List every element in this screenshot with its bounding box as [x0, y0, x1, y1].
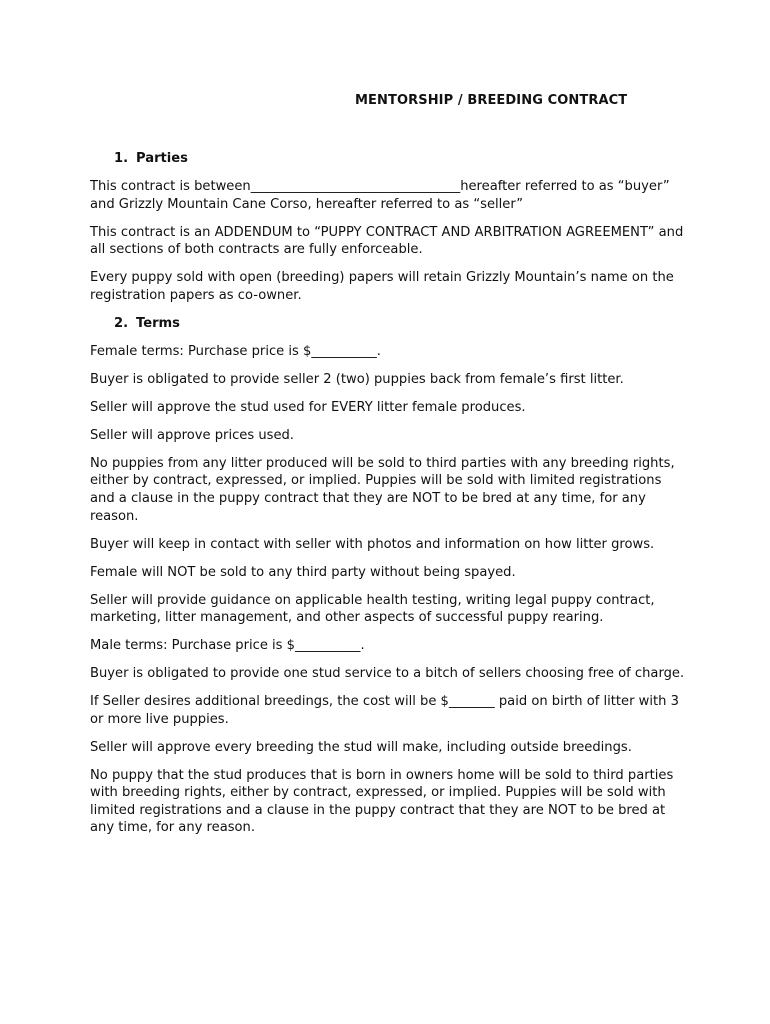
paragraph: Male terms: Purchase price is $__________. [90, 638, 365, 654]
paragraph: Buyer is obligated to provide one stud service to a bitch of sellers choosing free of charge. [90, 666, 685, 682]
paragraph: This contract is an ADDENDUM to “PUPPY CONTRACT AND ARBITRATION AGREEMENT” and all sections of both contracts are fully enforceable. [90, 224, 684, 258]
paragraph: Female terms: Purchase price is $__________. [90, 343, 381, 359]
section-number: 2. [114, 315, 129, 331]
paragraph: No puppies from any litter produced will be sold to third parties with any breeding rights, either by contract, expressed, or implied. Puppies will be sold with limited registrations and a clause in the puppy contract that they are NOT to be bred at any time, for any reason. [90, 455, 675, 524]
paragraph: Every puppy sold with open (breeding) papers will retain Grizzly Mountain’s name on the registration papers as co-owner. [90, 270, 674, 303]
paragraph: Seller will approve every breeding the stud will make, including outside breedings. [90, 739, 632, 755]
document-body [90, 150, 690, 847]
paragraph: Seller will provide guidance on applicable health testing, writing legal puppy contract, marketing, litter management, and other aspects of successful puppy rearing. [90, 592, 655, 626]
paragraph: Female will NOT be sold to any third party without being spayed. [90, 564, 516, 580]
paragraph: No puppy that the stud produces that is born in owners home will be sold to third parties with breeding rights, either by contract, expressed, or implied. Puppies will be sold with limited registrations and a clause in the puppy contract that they are NOT to be bred at any time, for any reason. [90, 767, 674, 836]
paragraph: Seller will approve prices used. [90, 427, 294, 443]
section-title: Terms [136, 315, 180, 331]
section-heading-parties [114, 150, 690, 168]
paragraph: If Seller desires additional breedings, the cost will be $_______ paid on birth of litter with 3 or more live puppies. [90, 694, 679, 727]
document-title: MENTORSHIP / BREEDING CONTRACT [355, 93, 628, 108]
paragraph: Buyer is obligated to provide seller 2 (two) puppies back from female’s first litter. [90, 371, 624, 387]
paragraph: Buyer will keep in contact with seller with photos and information on how litter grows. [90, 536, 655, 552]
section-title: Parties [136, 151, 188, 166]
section-number: 1. [114, 151, 129, 166]
paragraph: This contract is between________________________________hereafter referred to as “buyer” and Grizzly Mountain Cane Corso, hereafter referred to as “seller” [90, 179, 670, 212]
paragraph: Seller will approve the stud used for EVERY litter female produces. [90, 399, 526, 415]
section-heading-terms [114, 315, 690, 333]
